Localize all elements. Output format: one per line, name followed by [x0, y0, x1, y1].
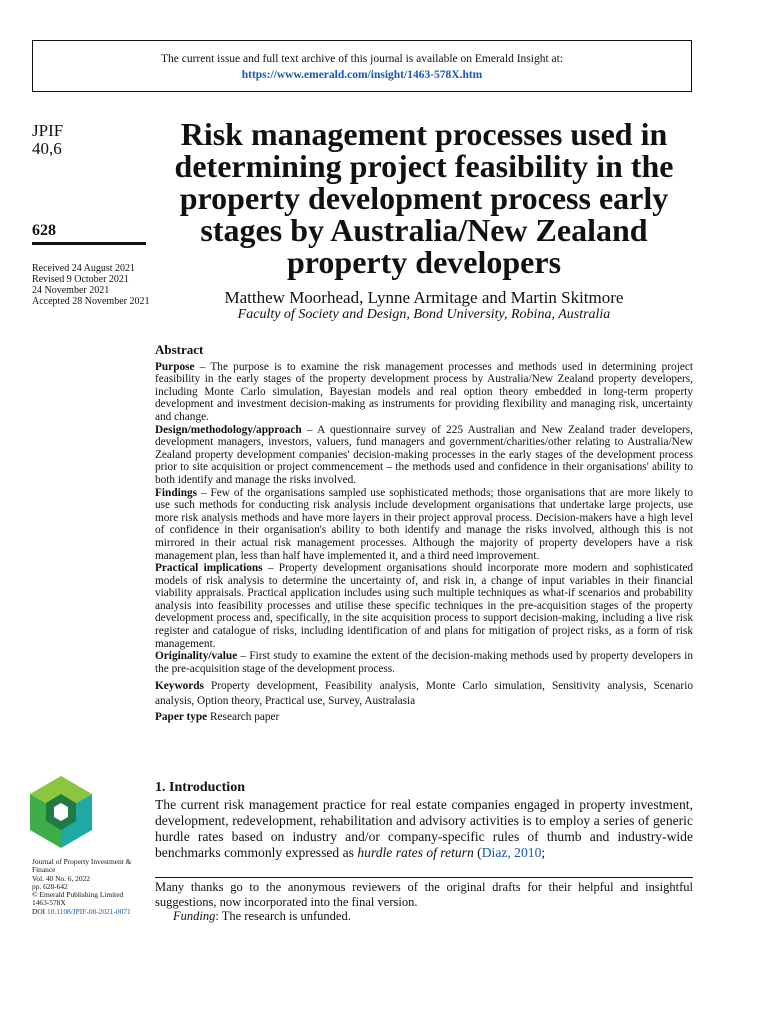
section-text: – A questionnaire survey of 225 Australian and New Zealand trader developers, development managers, investors, valuers, fund managers and government/charities/other relating to Australia/New Zealand property development companies' decision-making processes in the early stages of the development process prior to site acquisition or project commencement – the methods used and confidence in their organisations' ability to both identify and manage the risks involved.	[155, 423, 693, 486]
keywords-text: Property development, Feasibility analysis, Monte Carlo simulation, Sensitivity analysis, Scenario analysis, Option theory, Practical use, Survey, Australasia	[155, 680, 693, 708]
journal-abbrev: JPIF	[32, 121, 64, 140]
article-title: Risk management processes used in determining project feasibility in the property development process early stages by Australia/New Zealand property developers	[174, 116, 674, 280]
doi-label: DOI	[32, 906, 46, 916]
doi-link[interactable]: 10.1108/JPIF-08-2021-0071	[47, 906, 131, 916]
introduction-text	[155, 797, 693, 861]
journal-name: Journal of Property Investment & Finance	[32, 857, 132, 875]
date-received: Received 24 August 2021	[32, 263, 136, 274]
journal-abbreviation	[32, 122, 63, 158]
footnote-divider	[155, 877, 693, 878]
journal-archive-banner	[32, 40, 692, 92]
abstract-purpose	[155, 361, 693, 424]
intro-after: ;	[541, 845, 546, 860]
funding-text: : The research is unfunded.	[215, 909, 351, 924]
abstract-design	[155, 424, 693, 487]
funding-label: Funding	[173, 909, 216, 924]
section-text: – The purpose is to examine the risk management processes and methods used in determining project feasibility in the early stages of the property development process by Australia/New Zealand property developers, including Monte Carlo simulation, Bayesian models and real option theory embedded in long-term property development and investment decision-making as instruments for providing flexibility and managing risk, uncertainty and change.	[155, 360, 693, 423]
author-affiliation: Faculty of Society and Design, Bond University, Robina, Australia	[237, 307, 611, 322]
page-number: 628	[32, 222, 56, 239]
section-text: – First study to examine the extent of the decision-making methods used by property developers in the pre-acquisition stage of the development process.	[155, 650, 693, 675]
paper-type	[155, 711, 693, 724]
emerald-logo-icon	[30, 776, 92, 848]
paper-type-text: Research paper	[207, 711, 280, 724]
funding-note	[155, 909, 693, 924]
section-text: – Few of the organisations sampled use sophisticated methods; those organisations that are more likely to use such methods for conducting risk analysis include development organisations that undertake large projects, use more risk analysis methods and have more layers in their project approval process. Decision-makers have a high level of confidence in their organisation's ability to both identify and manage the risks involved, although this is not mirrored in their actual risk management processes. Although the majority of property developers have a risk management plan, less than half have implemented it, and a third need improvement.	[155, 486, 693, 562]
article-authors: Matthew Moorhead, Lynne Armitage and Martin Skitmore	[224, 288, 624, 307]
abstract-heading: Abstract	[155, 342, 204, 357]
journal-pages: pp. 628-642	[32, 881, 68, 891]
section-label: Findings	[155, 486, 198, 499]
date-accepted: Accepted 28 November 2021	[32, 296, 150, 307]
journal-publisher: © Emerald Publishing Limited	[32, 890, 124, 900]
section-label: Design/methodology/approach	[155, 423, 302, 436]
abstract	[155, 344, 693, 724]
section-label: Purpose	[155, 360, 195, 373]
keywords	[155, 679, 693, 709]
volume-issue: 40,6	[32, 139, 62, 158]
introduction-heading: 1. Introduction	[155, 780, 245, 795]
article-dates	[32, 263, 149, 307]
paper-type-label: Paper type	[155, 711, 208, 724]
banner-url-link[interactable]: https://www.emerald.com/insight/1463-578X.htm	[241, 69, 483, 81]
acknowledgement: Many thanks go to the anonymous reviewers of the original drafts for their helpful and insightful suggestions, now incorporated into the final version.	[155, 880, 693, 909]
abstract-originality	[155, 650, 693, 675]
banner-text: The current issue and full text archive of this journal is available on Emerald Insight at:	[160, 53, 564, 65]
abstract-practical	[155, 562, 693, 650]
journal-issn: 1463-578X	[32, 898, 66, 908]
intro-text: The current risk management practice for real estate companies engaged in property investment, development, redevelopment, rehabilitation and advisory activities is to employ a series of generic hurdle rates based on industry and/or company-specific rules of thumb and industry-wide benchmarks commonly expressed as	[155, 797, 693, 860]
footnote	[155, 880, 693, 924]
intro-open-paren: (	[473, 845, 482, 860]
margin-divider	[32, 242, 146, 245]
journal-info	[32, 858, 152, 916]
abstract-findings	[155, 487, 693, 563]
section-label: Originality/value	[155, 650, 238, 663]
journal-doi	[32, 908, 152, 916]
intro-italic: hurdle rates of return	[357, 845, 474, 860]
keywords-label: Keywords	[155, 680, 204, 693]
date-revised-2: 24 November 2021	[32, 285, 110, 296]
section-text: – Property development organisations should incorporate more modern and sophisticated models of risk analysis to determine the uncertainty of, and risk in, a change of input variables in their financial viability appraisals. Practical application includes using such multiple techniques as what-if scenarios and probability analysis into feasibility processes and utilise these specific techniques in the pre-acquisition stages of the property development process and, specifically, in the site acquisition process to support decision-making, including a live risk register and catalogue of risks, including identification of and plans for mitigation of project risks, as a form of risk management.	[155, 562, 693, 650]
section-label: Practical implications	[155, 562, 263, 575]
citation-link[interactable]: Diaz, 2010	[481, 845, 542, 860]
journal-volume: Vol. 40 No. 6, 2022	[32, 873, 90, 883]
date-revised: Revised 9 October 2021	[32, 274, 129, 285]
